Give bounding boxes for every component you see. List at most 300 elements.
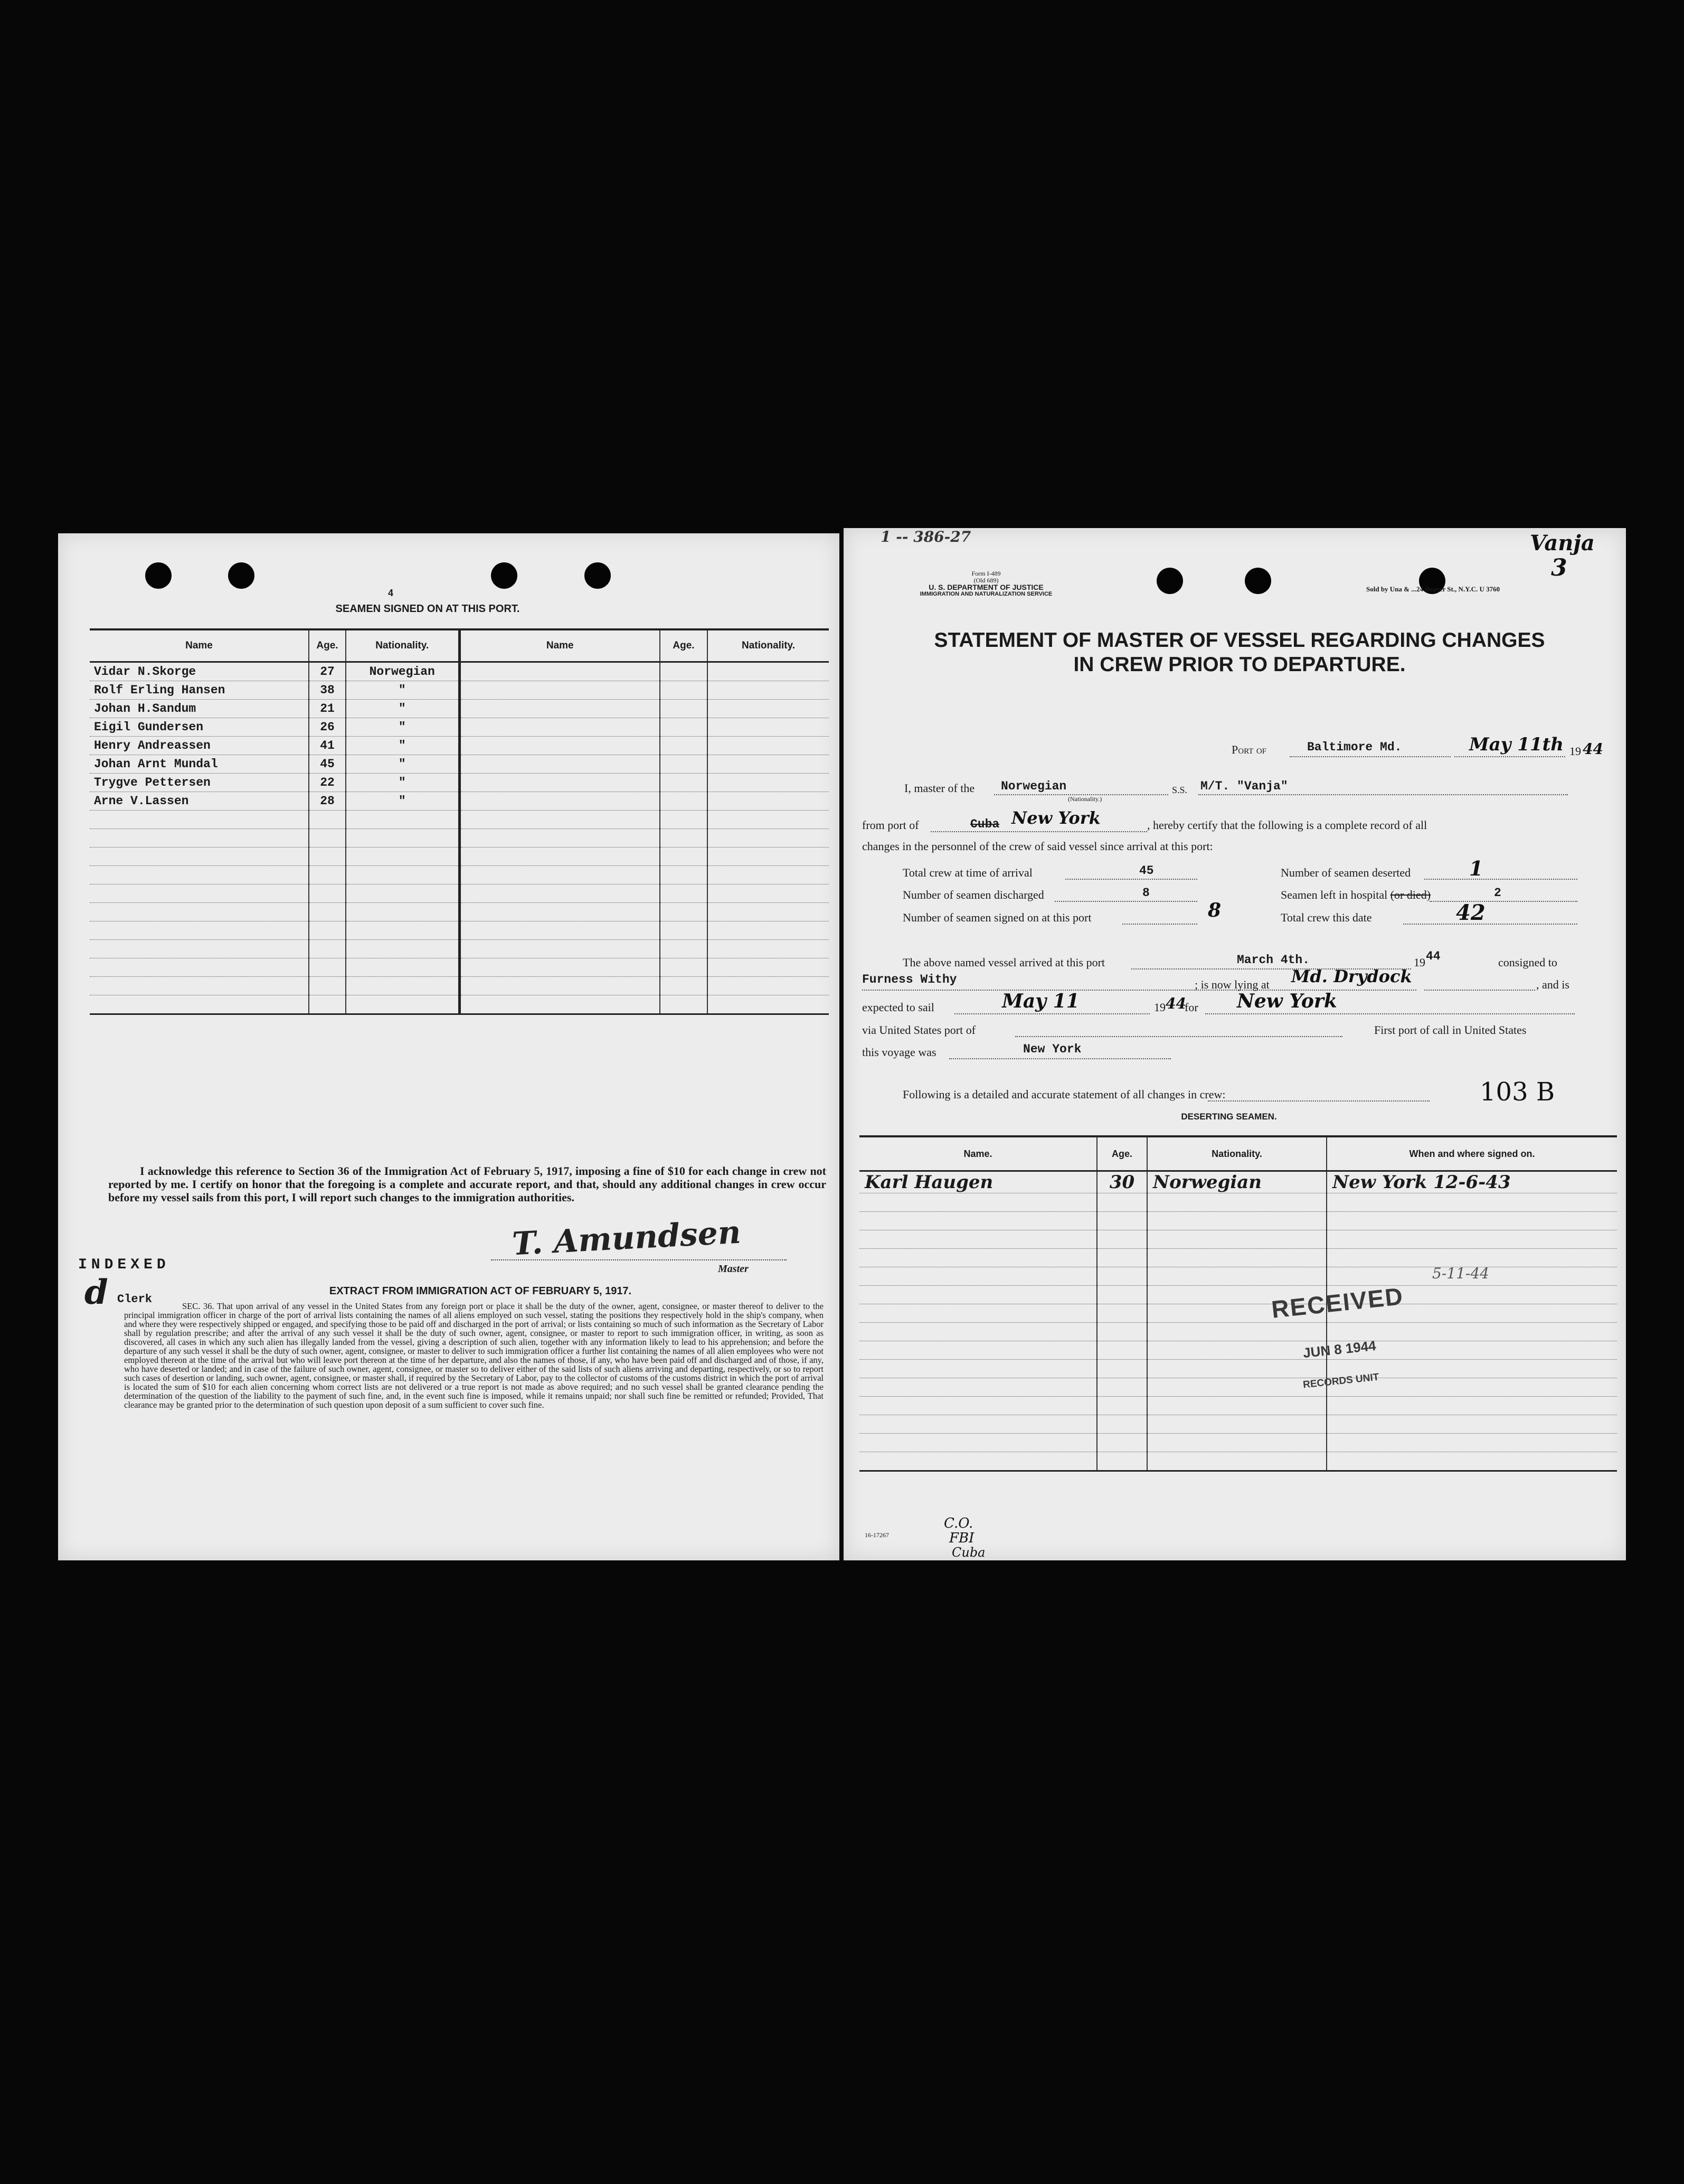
table-row — [90, 940, 829, 958]
following-line — [1208, 1100, 1430, 1102]
seaman-age-2 — [660, 792, 707, 811]
seaman-nationality: " — [346, 700, 459, 718]
table-row — [859, 1323, 1617, 1341]
deserter-name — [859, 1452, 1097, 1471]
column-header: Age. — [660, 629, 707, 662]
seaman-nationality — [346, 995, 459, 1014]
deserter-name — [859, 1323, 1097, 1341]
first-port-text: First port of call in United States — [1374, 1023, 1527, 1037]
left-page — [58, 533, 839, 1560]
seaman-age: 26 — [309, 718, 346, 737]
deserter-age — [1097, 1267, 1147, 1286]
lying-text: ; is now lying at — [1195, 978, 1270, 991]
port-line — [1290, 756, 1451, 757]
seaman-nationality-2 — [707, 811, 829, 829]
deserter-age — [1097, 1286, 1147, 1304]
deserter-nationality: Norwegian — [1147, 1171, 1327, 1193]
seaman-age-2 — [660, 848, 707, 866]
discharged-label: Number of seamen discharged — [903, 888, 1044, 901]
seaman-age — [309, 829, 346, 848]
deserter-name: Karl Haugen — [859, 1171, 1097, 1193]
seaman-nationality-2 — [707, 995, 829, 1014]
deserter-name — [859, 1267, 1097, 1286]
column-header: Name — [459, 629, 660, 662]
and-is-text: , and is — [1536, 978, 1569, 991]
sail-year: 44 — [1166, 995, 1186, 1012]
seaman-nationality — [346, 829, 459, 848]
seaman-nationality — [346, 940, 459, 958]
table-row — [859, 1267, 1617, 1286]
seaman-age — [309, 958, 346, 977]
seaman-name-2 — [459, 940, 660, 958]
stamp-note: 5-11-44 — [1432, 1265, 1489, 1282]
deserter-signed-on — [1327, 1397, 1617, 1415]
deserter-nationality — [1147, 1193, 1327, 1212]
table-row — [859, 1434, 1617, 1452]
seaman-nationality — [346, 921, 459, 940]
year-prefix: 19 — [1569, 745, 1581, 758]
seaman-age: 38 — [309, 681, 346, 700]
table-row — [90, 977, 829, 995]
seaman-name: Eigil Gundersen — [90, 718, 309, 737]
from-port-struck: Cuba — [970, 817, 1000, 831]
seaman-nationality-2 — [707, 792, 829, 811]
seaman-age — [309, 866, 346, 884]
date-line — [1454, 756, 1565, 757]
from-port-label: from port of — [862, 818, 919, 832]
seaman-age: 45 — [309, 755, 346, 774]
punch-hole — [1157, 568, 1183, 594]
table-row — [90, 829, 829, 848]
stat-line — [1122, 924, 1197, 925]
seaman-nationality — [346, 848, 459, 866]
changes-text: changes in the personnel of the crew of said vessel since arrival at this port: — [862, 840, 1213, 853]
seaman-age-2 — [660, 811, 707, 829]
deserter-nationality — [1147, 1341, 1327, 1360]
seaman-age-2 — [660, 921, 707, 940]
deserter-age — [1097, 1249, 1147, 1267]
seaman-age: 28 — [309, 792, 346, 811]
clerk-label: Clerk — [117, 1293, 153, 1306]
seaman-nationality-2 — [707, 903, 829, 921]
seaman-name: Trygve Pettersen — [90, 774, 309, 792]
sail-for-line — [1205, 1013, 1575, 1014]
discharged-value: 8 — [1142, 886, 1150, 900]
seaman-age — [309, 903, 346, 921]
seaman-nationality-2 — [707, 866, 829, 884]
table-row — [859, 1171, 1617, 1193]
seaman-nationality-2 — [707, 921, 829, 940]
table-row — [859, 1397, 1617, 1415]
table-header-row — [90, 629, 829, 662]
deserter-age: 30 — [1097, 1171, 1147, 1193]
deserter-age — [1097, 1397, 1147, 1415]
table-row — [859, 1360, 1617, 1378]
sail-year-prefix: 19 — [1154, 1001, 1166, 1014]
seaman-name — [90, 921, 309, 940]
punch-hole — [1245, 568, 1271, 594]
seaman-nationality: " — [346, 755, 459, 774]
deserter-nationality — [1147, 1415, 1327, 1434]
extract-text: SEC. 36. That upon arrival of any vessel in the United States from any foreign port or place it shall be the duty of the owner, agent, consignee, or master thereof to deliver to the principal immigration officer in charge of the port of arrival lists containing the names of all aliens employed on such vessel, stating the positions they respectively hold in the ship's company, when and where they were respectively shipped or engaged, and specifying those to be paid off and discharged in the port of arrival; or lists containing so much of such information as the Secretary of Labor shall by regulation prescribe; and after the arrival of any such vessel it shall be the duty of such owner, agent, consignee, or master to report to such immigration officer, in writing, as soon as discovered, all cases in which any such alien has illegally landed from the vessel, giving a description of such alien, together with any information likely to lead to his apprehension; and before the departure of any such vessel it shall be the duty of such owner, agent, consignee, or master to deliver to such immigration officer a further list containing the names of all alien employees who were not employed thereon at the time of the arrival but who will leave port thereon at the time of her departure, and also the names of those, if any, who have been paid off and discharged and of those, if any, who have deserted or landed; and in case of the failure of such owner, agent, consignee, or master so to deliver either of the said lists of such aliens arriving and departing, respectively, or so to report such cases of desertion or landing, such owner, agent, consignee, or master shall, if required by the Secretary of Labor, pay to the collector of customs of the customs district in which the port of arrival is located the sum of $10 for each alien concerning whom correct lists are not delivered or a true report is not made as above required; and no such vessel shall be granted clearance pending the determination of the question of the liability to the payment of such fine, and, in the event such fine is imposed, while it remains unpaid; nor shall such fine be remitted or refunded; Provided, That clearance may be granted prior to the determination of such question upon deposit of a sum sufficient to cover such fine. — [124, 1301, 824, 1410]
deserter-nationality — [1147, 1230, 1327, 1249]
title-line-2: IN CREW PRIOR TO DEPARTURE. — [1073, 653, 1406, 676]
seaman-name — [90, 977, 309, 995]
seaman-name-2 — [459, 921, 660, 940]
seaman-age-2 — [660, 662, 707, 681]
received-date: JUN 8 1944 — [1302, 1337, 1377, 1361]
stat-line — [1403, 924, 1577, 925]
seaman-age-2 — [660, 700, 707, 718]
title-line-1: STATEMENT OF MASTER OF VESSEL REGARDING CHANGES — [934, 629, 1545, 652]
seaman-name: Arne V.Lassen — [90, 792, 309, 811]
seaman-name — [90, 829, 309, 848]
seaman-age: 27 — [309, 662, 346, 681]
seaman-name-2 — [459, 718, 660, 737]
seaman-age-2 — [660, 995, 707, 1014]
deserter-name — [859, 1249, 1097, 1267]
voyage-line — [949, 1058, 1171, 1059]
right-page — [844, 528, 1626, 1560]
seaman-nationality-2 — [707, 681, 829, 700]
deserter-signed-on: New York 12-6-43 — [1327, 1171, 1617, 1193]
hospital-value: 2 — [1494, 886, 1501, 900]
deserter-age — [1097, 1341, 1147, 1360]
seamen-table-body — [90, 662, 829, 1014]
seaman-nationality: " — [346, 681, 459, 700]
seaman-nationality: " — [346, 737, 459, 755]
bottom-annotation-3: Cuba — [952, 1545, 986, 1560]
handwritten-code: 103 B — [1480, 1077, 1555, 1107]
deserter-name — [859, 1193, 1097, 1212]
seaman-nationality-2 — [707, 884, 829, 903]
seaman-age-2 — [660, 774, 707, 792]
seaman-name-2 — [459, 958, 660, 977]
sail-date-value: May 11 — [1002, 990, 1080, 1012]
seaman-name-2 — [459, 848, 660, 866]
seaman-age-2 — [660, 940, 707, 958]
seaman-name — [90, 903, 309, 921]
seaman-name-2 — [459, 662, 660, 681]
column-header: Name. — [859, 1136, 1097, 1171]
table-row — [859, 1452, 1617, 1471]
master-signature: T. Amundsen — [511, 1213, 742, 1263]
clerk-initial: d — [84, 1273, 108, 1312]
deserter-age — [1097, 1378, 1147, 1397]
seaman-name-2 — [459, 884, 660, 903]
table-row — [90, 866, 829, 884]
table-row — [90, 903, 829, 921]
seaman-age-2 — [660, 718, 707, 737]
table-row — [859, 1212, 1617, 1230]
table-row — [90, 995, 829, 1014]
seaman-name-2 — [459, 792, 660, 811]
seaman-name-2 — [459, 681, 660, 700]
deserter-age — [1097, 1212, 1147, 1230]
service-name: IMMIGRATION AND NATURALIZATION SERVICE — [920, 591, 1053, 597]
seaman-name-2 — [459, 700, 660, 718]
deserter-nationality — [1147, 1452, 1327, 1471]
seaman-nationality — [346, 977, 459, 995]
column-header: Name — [90, 629, 309, 662]
deserter-age — [1097, 1434, 1147, 1452]
seaman-name: Vidar N.Skorge — [90, 662, 309, 681]
master-prefix: I, master of the — [904, 782, 975, 795]
seaman-nationality-2 — [707, 662, 829, 681]
top-annotation: 1 -- 386-27 — [881, 528, 971, 545]
punch-hole — [584, 562, 611, 589]
master-nationality: Norwegian — [1001, 779, 1067, 793]
stat-line — [1055, 901, 1197, 902]
section-title: SEAMEN SIGNED ON AT THIS PORT. — [335, 603, 520, 615]
extract-title: EXTRACT FROM IMMIGRATION ACT OF FEBRUARY 5, 1917. — [329, 1285, 632, 1297]
table-row — [859, 1304, 1617, 1323]
table-row — [859, 1415, 1617, 1434]
seaman-name: Rolf Erling Hansen — [90, 681, 309, 700]
table-row — [90, 718, 829, 737]
seaman-name: Johan H.Sandum — [90, 700, 309, 718]
expected-text: expected to sail — [862, 1001, 934, 1014]
seaman-name — [90, 995, 309, 1014]
vessel-name: M/T. "Vanja" — [1200, 779, 1288, 793]
seaman-age: 41 — [309, 737, 346, 755]
seaman-age — [309, 884, 346, 903]
table-row — [90, 958, 829, 977]
seaman-nationality — [346, 811, 459, 829]
sail-date-line — [954, 1013, 1150, 1014]
seaman-nationality-2 — [707, 700, 829, 718]
form-code: 16-17267 — [865, 1531, 889, 1539]
deserter-age — [1097, 1230, 1147, 1249]
deserter-name — [859, 1397, 1097, 1415]
seaman-nationality-2 — [707, 940, 829, 958]
deserter-age — [1097, 1360, 1147, 1378]
hospital-label-text: Seamen left in hospital — [1281, 888, 1388, 901]
stat-line — [1424, 879, 1577, 880]
deserter-name — [859, 1212, 1097, 1230]
table-header-row — [859, 1136, 1617, 1171]
seaman-nationality — [346, 958, 459, 977]
seaman-age: 22 — [309, 774, 346, 792]
total-crew-arrival-value: 45 — [1139, 864, 1154, 878]
acknowledgment-text: I acknowledge this reference to Section 36 of the Immigration Act of February 5, 1917, imposing a fine of $10 for each change in crew not reported by me. I certify on honor that the foregoing is a complete and accurate report, and that, should any additional changes in crew occur before my vessel sails from this port, I will report such changes to the immigration authorities. — [108, 1164, 826, 1204]
table-row — [90, 884, 829, 903]
sail-for-value: New York — [1237, 990, 1337, 1012]
seaman-nationality-2 — [707, 774, 829, 792]
deserter-nationality — [1147, 1212, 1327, 1230]
from-port-line — [931, 831, 1147, 832]
bottom-annotation-2: FBI — [949, 1530, 975, 1546]
received-stamp: RECEIVED — [1270, 1282, 1405, 1323]
year-value: 44 — [1583, 740, 1603, 758]
deserter-name — [859, 1415, 1097, 1434]
seaman-nationality-2 — [707, 958, 829, 977]
deserter-name — [859, 1230, 1097, 1249]
deserter-name — [859, 1286, 1097, 1304]
seaman-name — [90, 884, 309, 903]
signature-line — [491, 1259, 787, 1260]
certify-text: , hereby certify that the following is a complete record of all — [1147, 818, 1427, 832]
hospital-label — [1281, 888, 1431, 902]
form-title — [865, 628, 1614, 677]
signed-on-label: Number of seamen signed on at this port — [903, 911, 1092, 924]
punch-hole — [491, 562, 517, 589]
seaman-name-2 — [459, 774, 660, 792]
stat-line — [1065, 879, 1197, 880]
table-row — [90, 848, 829, 866]
seaman-age-2 — [660, 958, 707, 977]
seaman-age: 21 — [309, 700, 346, 718]
seaman-nationality — [346, 903, 459, 921]
seaman-age-2 — [660, 737, 707, 755]
arrived-year: 44 — [1426, 949, 1441, 963]
corner-number: 3 — [1551, 554, 1567, 581]
seaman-nationality-2 — [707, 829, 829, 848]
table-row — [90, 792, 829, 811]
corner-annotation: Vanja — [1530, 531, 1595, 556]
deserter-name — [859, 1341, 1097, 1360]
column-header: Nationality. — [707, 629, 829, 662]
deserting-seamen-table — [859, 1135, 1617, 1472]
seaman-nationality-2 — [707, 737, 829, 755]
seaman-name — [90, 958, 309, 977]
seaman-nationality: " — [346, 774, 459, 792]
from-port-value: New York — [1011, 808, 1101, 828]
column-header: Age. — [1097, 1136, 1147, 1171]
form-old-number: (Old 689) — [973, 577, 999, 584]
deserter-nationality — [1147, 1434, 1327, 1452]
department-name: U. S. DEPARTMENT OF JUSTICE — [929, 583, 1044, 591]
seaman-name-2 — [459, 755, 660, 774]
deserter-name — [859, 1378, 1097, 1397]
consigned-text: consigned to — [1498, 956, 1557, 969]
page-number: 4 — [387, 588, 393, 598]
deserted-value: 1 — [1469, 856, 1483, 880]
seaman-age-2 — [660, 755, 707, 774]
seaman-nationality-2 — [707, 718, 829, 737]
seaman-nationality-2 — [707, 977, 829, 995]
first-port-value: New York — [1023, 1042, 1082, 1056]
seaman-name — [90, 940, 309, 958]
deserter-name — [859, 1304, 1097, 1323]
via-text: via United States port of — [862, 1023, 976, 1037]
deserter-nationality — [1147, 1323, 1327, 1341]
lying-line — [1424, 990, 1535, 991]
seaman-name-2 — [459, 737, 660, 755]
seaman-name — [90, 811, 309, 829]
total-crew-arrival-label: Total crew at time of arrival — [903, 866, 1033, 879]
deserting-table-body — [859, 1171, 1617, 1471]
voyage-text: this voyage was — [862, 1046, 936, 1059]
table-row — [90, 921, 829, 940]
records-unit: RECORDS UNIT — [1302, 1371, 1380, 1391]
seaman-age — [309, 940, 346, 958]
stat-line — [1430, 901, 1577, 902]
column-header: Age. — [309, 629, 346, 662]
total-crew-date-value: 42 — [1456, 900, 1486, 925]
deserter-signed-on — [1327, 1434, 1617, 1452]
seaman-nationality-2 — [707, 755, 829, 774]
via-line — [1015, 1036, 1342, 1037]
deserter-signed-on — [1327, 1193, 1617, 1212]
master-label: Master — [718, 1263, 749, 1275]
form-header — [875, 570, 1097, 598]
deserter-name — [859, 1360, 1097, 1378]
sold-by-note: Sold by Una & ...24 Beaver St., N.Y.C. U 3760 — [1366, 585, 1500, 593]
arrived-text: The above named vessel arrived at this port — [903, 956, 1105, 969]
seaman-age — [309, 848, 346, 866]
arrived-year-prefix: 19 — [1414, 956, 1425, 969]
table-row — [90, 774, 829, 792]
seaman-age-2 — [660, 681, 707, 700]
consignee-value: Furness Withy — [862, 973, 957, 986]
column-header: Nationality. — [1147, 1136, 1327, 1171]
deserter-nationality — [1147, 1267, 1327, 1286]
deserter-name — [859, 1434, 1097, 1452]
deserter-signed-on — [1327, 1415, 1617, 1434]
seaman-age-2 — [660, 903, 707, 921]
seaman-nationality: " — [346, 718, 459, 737]
lying-at-value: Md. Drydock — [1291, 966, 1412, 986]
table-row — [859, 1341, 1617, 1360]
seaman-age-2 — [660, 884, 707, 903]
deserting-title: DESERTING SEAMEN. — [1181, 1112, 1277, 1122]
table-row — [90, 811, 829, 829]
signed-on-value: 8 — [1208, 899, 1222, 921]
seaman-name-2 — [459, 995, 660, 1014]
punch-hole — [228, 562, 254, 589]
bottom-annotation-1: C.O. — [944, 1515, 973, 1531]
seaman-age — [309, 995, 346, 1014]
deserter-age — [1097, 1452, 1147, 1471]
seaman-nationality: " — [346, 792, 459, 811]
seaman-name — [90, 848, 309, 866]
table-row — [859, 1378, 1617, 1397]
arrived-date: March 4th. — [1237, 953, 1310, 967]
deserter-signed-on — [1327, 1230, 1617, 1249]
seaman-name-2 — [459, 977, 660, 995]
date-handwritten: May 11th — [1469, 734, 1564, 755]
seaman-age — [309, 921, 346, 940]
hospital-label-struck: (or died) — [1390, 888, 1431, 901]
table-row — [859, 1230, 1617, 1249]
punch-hole — [145, 562, 172, 589]
seaman-nationality — [346, 866, 459, 884]
deserter-nationality — [1147, 1360, 1327, 1378]
table-row — [90, 662, 829, 681]
deserter-age — [1097, 1415, 1147, 1434]
seaman-nationality-2 — [707, 848, 829, 866]
table-row — [859, 1286, 1617, 1304]
seaman-name — [90, 866, 309, 884]
seaman-age — [309, 977, 346, 995]
table-row — [90, 737, 829, 755]
seaman-nationality — [346, 884, 459, 903]
seaman-name: Johan Arnt Mundal — [90, 755, 309, 774]
column-header: Nationality. — [346, 629, 459, 662]
seaman-name: Henry Andreassen — [90, 737, 309, 755]
seaman-name-2 — [459, 866, 660, 884]
seaman-age-2 — [660, 866, 707, 884]
total-crew-date-label: Total crew this date — [1281, 911, 1372, 924]
form-number: Form I-489 — [971, 570, 1001, 577]
deserter-nationality — [1147, 1378, 1327, 1397]
for-text: for — [1185, 1001, 1198, 1014]
deserter-age — [1097, 1323, 1147, 1341]
deserter-nationality — [1147, 1397, 1327, 1415]
table-row — [90, 755, 829, 774]
seaman-name-2 — [459, 811, 660, 829]
